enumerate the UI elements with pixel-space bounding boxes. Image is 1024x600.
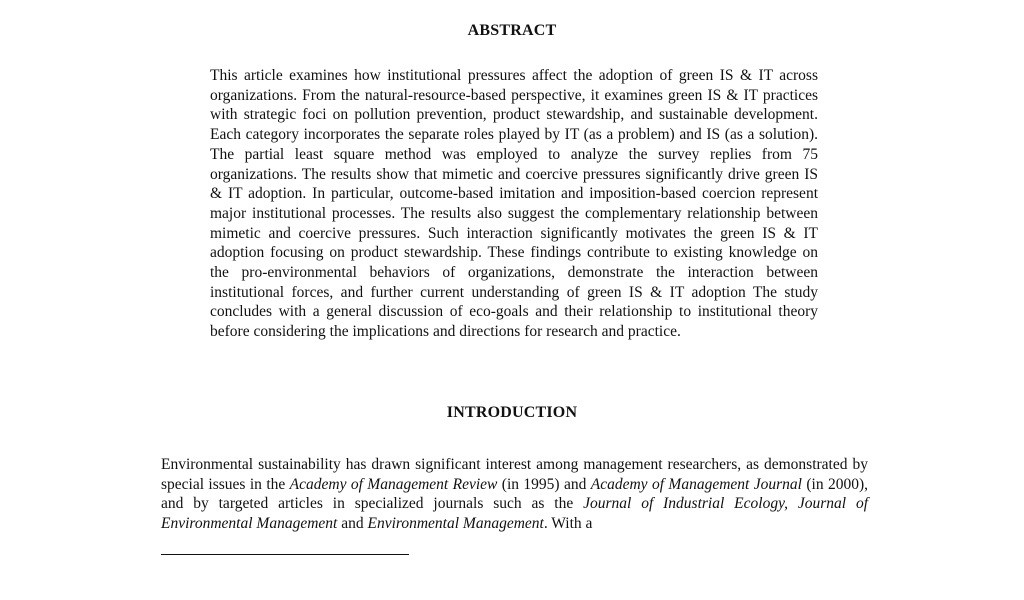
intro-segment: and [337,515,368,533]
intro-segment: (in 1995) and [497,475,591,493]
abstract-text: This article examines how institutional pressures affect the adoption of green IS & IT across organizations. From the natural-resource-based perspective, it examines green IS & IT practices with strategic foci on pollution prevention, product stewardship, and sustainable development. Each category incorporates the separate roles played by IT (as a problem) and IS (as a solution). The partial least square method was employed to analyze the survey replies from 75 organizations. The results show that mimetic and coercive pressures significantly drive green IS & IT adoption. In particular, outcome-based imitation and imposition-based coercion represent major institutional processes. The results also suggest the complementary relationship between mimetic and coercive pressures. Such interaction significantly motivates the green IS & IT adoption focusing on product stewardship. These findings contribute to existing knowledge on the pro-environmental behaviors of organizations, demonstrate the interaction between institutional forces, and further current understanding of green IS & IT adoption The study concludes with a general discussion of eco-goals and their relationship to institutional theory before considering the implications and directions for research and practice. [210,67,818,341]
introduction-paragraph [161,455,868,534]
intro-segment-journal-title: Academy of Management Review [289,475,498,493]
intro-segment-journal-title: Journal of Industrial Ecology, Journal of Environmental Management [161,495,868,533]
intro-segment-journal-title: Academy of Management Journal [590,475,802,493]
introduction-heading: INTRODUCTION [446,404,578,421]
intro-segment-journal-title: Environmental Management [367,515,544,533]
footnote-separator [161,554,409,555]
intro-segment: (in 2000), and by targeted articles in specialized journals such as the [161,475,869,513]
intro-segment: . With a [543,515,593,533]
abstract-heading: ABSTRACT [467,22,557,39]
intro-segment: Environmental sustainability has drawn significant interest among management researchers, as demonstrated by special issues in the [161,456,868,493]
